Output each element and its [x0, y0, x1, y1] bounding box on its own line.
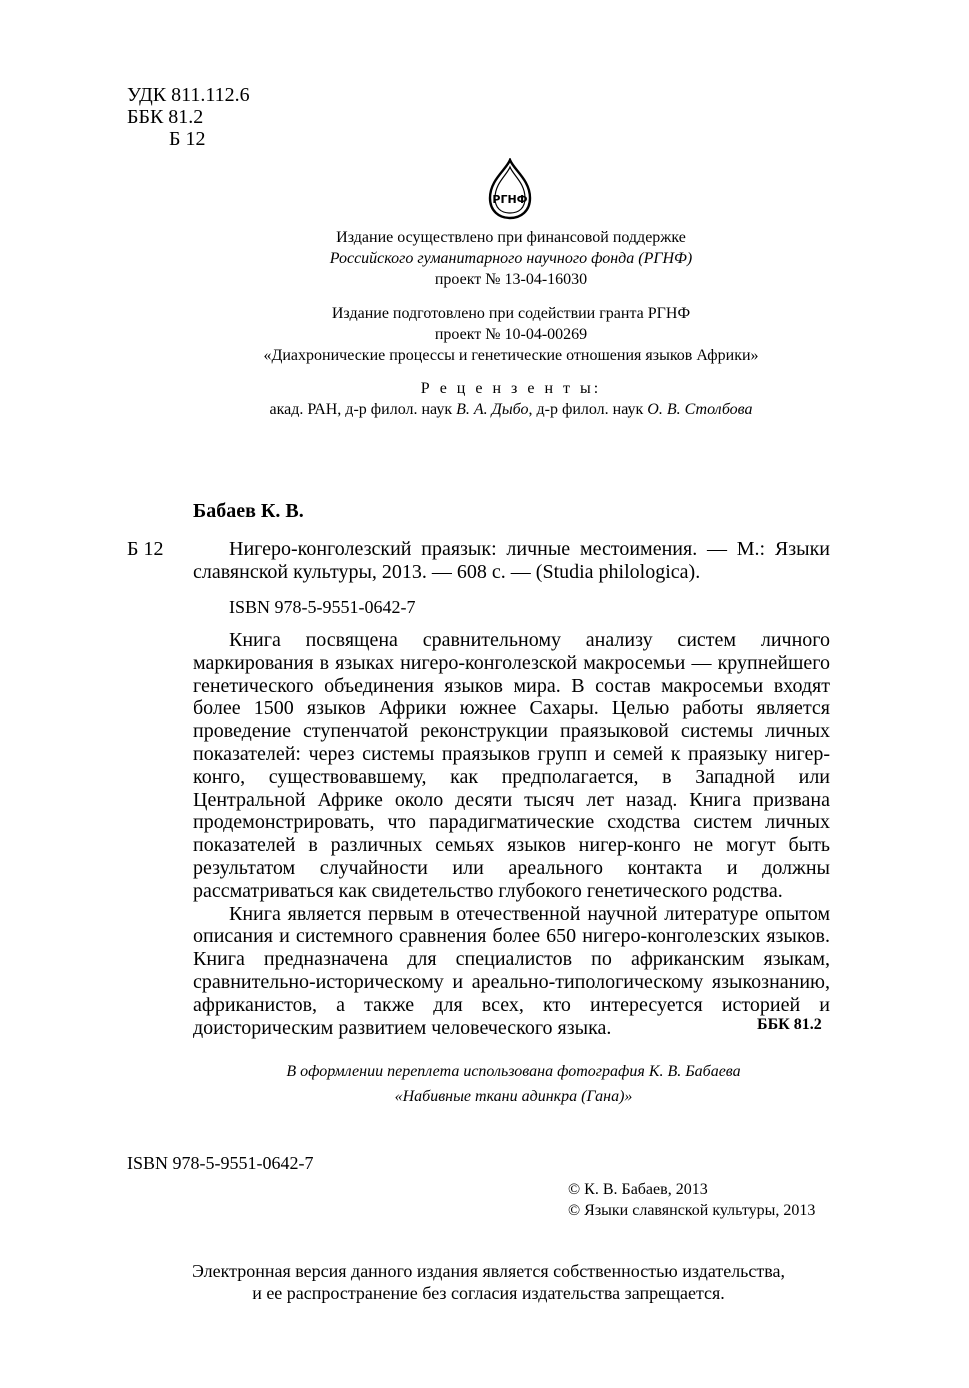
book-citation — [193, 538, 830, 584]
abstract-paragraph-2: Книга является первым в отечественной научной литературе опытом описания и системного сравнения более 650 нигеро-конголезских языков. Книга предназначена для специалистов по африканским языкам, сравнительно-историческому и ареально-типологическому языкознанию, африканистов, а также для всех, кто интересуется историей и доисторическим развитием человеческого языка. — [193, 902, 830, 1039]
book-author: Бабаев К. В. — [193, 500, 304, 522]
grant-line-1: Издание подготовлено при содействии гранта РГНФ — [331, 305, 691, 322]
isbn-footer: ISBN 978-5-9551-0642-7 — [127, 1153, 314, 1173]
grant-line-3: «Диахронические процессы и генетические отношения языков Африки» — [263, 347, 759, 364]
abstract-paragraph-1: Книга посвящена сравнительному анализу систем личного маркирования в языках нигеро-конголезской макросемьи — крупнейшего генетического объединения языков мира. В состав макросемьи входят более 1500 языков Африки южнее Сахары. Целью работы является проведение ступенчатой реконструкции праязыковой системы личных показателей: через системы праязыков групп и семей к праязыку нигер-конго, существовавшему, как предполагается, в Западной или Центральной Африке около десяти тысяч лет назад. Книга призвана продемонстрировать, что парадигматические сходства систем личных показателей в различных семьях языков нигер-конго не могут быть результатом случайности или ареального контакта и должны рассматриваться как свидетельство глубокого генетического родства. — [193, 629, 830, 902]
reviewer-2-name: О. В. Столбова — [647, 401, 753, 418]
rights-notice-line-2: и ее распространение без согласия издательства запрещается. — [252, 1283, 725, 1303]
funding-line-1: Издание осуществлено при финансовой поддержке — [336, 229, 686, 246]
grant-line-2: проект № 10-04-00269 — [434, 326, 588, 343]
funding-line-2: Российского гуманитарного научного фонда (РГНФ) — [329, 250, 693, 267]
author-mark-code: Б 12 — [169, 128, 206, 150]
reviewers-line — [195, 399, 827, 420]
copyright-block — [568, 1179, 815, 1221]
cover-credit-line-1: В оформлении переплета использована фотография К. В. Бабаева — [286, 1063, 741, 1080]
rgnf-logo-text: РГНФ — [492, 193, 528, 206]
book-citation-text: Нигеро-конголезский праязык: личные местоимения. — М.: Языки славянской культуры, 2013. — 608 с. — (Studia philologica). — [193, 538, 830, 583]
reviewers-title: Р е ц е н з е н т ы: — [420, 380, 602, 397]
bbk-index: ББК 81.2 — [757, 1016, 822, 1033]
rights-notice-line-1: Электронная версия данного издания является собственностью издательства, — [192, 1261, 785, 1281]
funding-block — [195, 227, 827, 290]
classification-codes — [127, 84, 250, 150]
reviewer-2-title: , д-р филол. наук — [528, 401, 644, 418]
catalog-code: Б 12 — [127, 538, 164, 560]
book-abstract — [193, 629, 830, 1039]
copyright-publisher: © Языки славянской культуры, 2013 — [568, 1202, 816, 1219]
bbk-code: ББК 81.2 — [127, 106, 204, 128]
reviewer-1-title: акад. РАН, д-р филол. наук — [269, 401, 453, 418]
book-isbn: ISBN 978-5-9551-0642-7 — [229, 597, 416, 617]
copyright-author: © К. В. Бабаев, 2013 — [568, 1181, 708, 1198]
reviewers-block — [195, 378, 827, 420]
reviewer-1-name: В. А. Дыбо — [456, 401, 529, 418]
rgnf-logo-icon — [486, 158, 534, 220]
funding-line-3: проект № 13-04-16030 — [434, 271, 588, 288]
rights-notice — [127, 1260, 850, 1304]
cover-credit-line-2: «Набивные ткани адинкра (Гана)» — [394, 1088, 633, 1105]
udk-code: УДК 811.112.6 — [127, 84, 250, 106]
cover-credit — [195, 1059, 832, 1109]
grant-block — [195, 303, 827, 366]
